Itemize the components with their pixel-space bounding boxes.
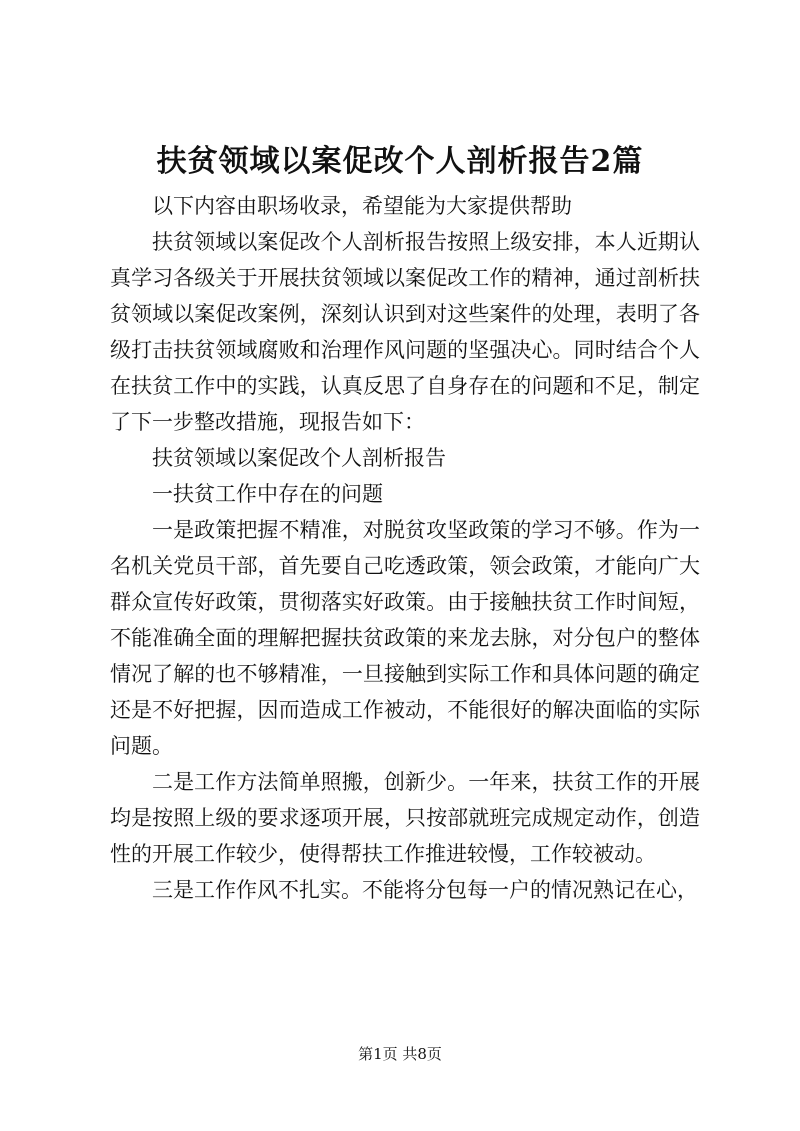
section-heading: 扶贫领域以案促改个人剖析报告 xyxy=(152,446,446,470)
page-number-footer: 第1页 共8页 xyxy=(358,1045,442,1063)
body-paragraph: 三是工作作风不扎实。不能将分包每一户的情况熟记在心， xyxy=(152,878,698,902)
body-paragraph: 一是政策把握不精准，对脱贫攻坚政策的学习不够。作为一名机关党员干部，首先要自己吃透政策，领会政策，才能向广大群众宣传好政策，贯彻落实好政策。由于接触扶贫工作时间短，不能准确全面的理解把握扶贫政策的来龙去脉，对分包户的整体情况了解的也不够精准，一旦接触到实际工作和具体问题的确定还是不好把握，因而造成工作被动，不能很好的解决面临的实际问题。 xyxy=(110,518,700,758)
body-paragraph: 扶贫领域以案促改个人剖析报告按照上级安排，本人近期认真学习各级关于开展扶贫领域以案促改工作的精神，通过剖析扶贫领域以案促改案例，深刻认识到对这些案件的处理，表明了各级打击扶贫领域腐败和治理作风问题的坚强决心。同时结合个人在扶贫工作中的实践，认真反思了自身存在的问题和不足，制定了下一步整改措施，现报告如下： xyxy=(110,230,700,434)
body-paragraph: 二是工作方法简单照搬，创新少。一年来，扶贫工作的开展均是按照上级的要求逐项开展，只按部就班完成规定动作，创造性的开展工作较少，使得帮扶工作推进较慢，工作较被动。 xyxy=(110,770,700,866)
document-body xyxy=(110,188,700,908)
section-subheading: 一扶贫工作中存在的问题 xyxy=(152,482,383,506)
document-title: 扶贫领域以案促改个人剖析报告2篇 xyxy=(156,144,644,179)
intro-paragraph: 以下内容由职场收录，希望能为大家提供帮助 xyxy=(152,194,572,218)
